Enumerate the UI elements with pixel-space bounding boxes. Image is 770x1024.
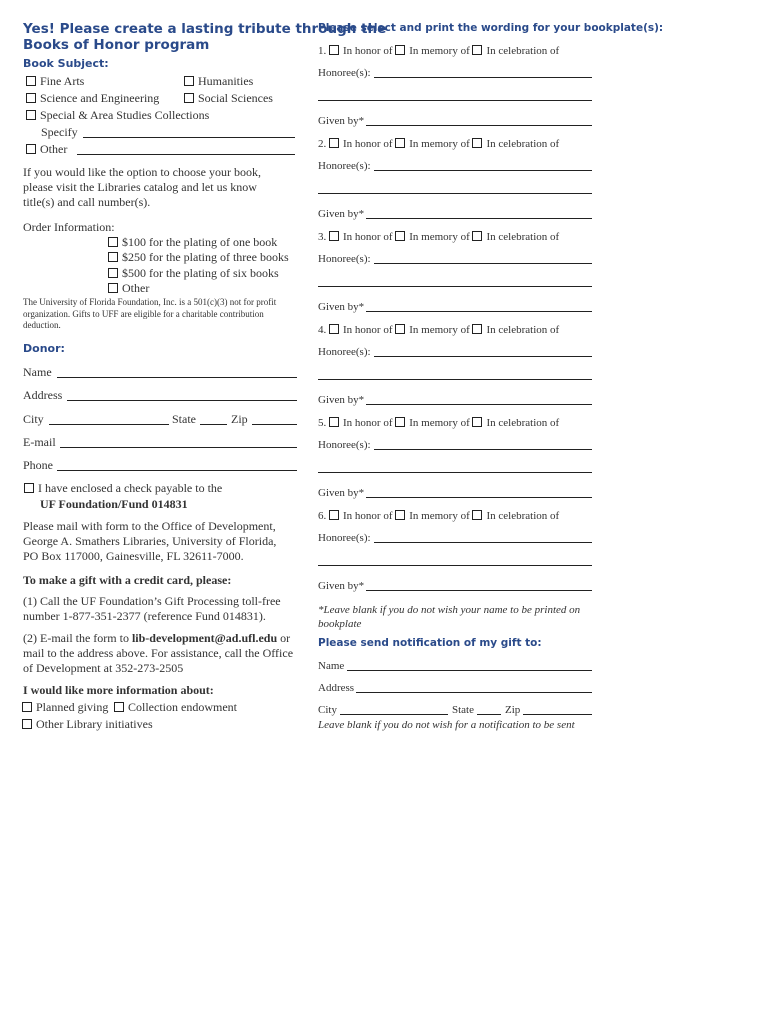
checkbox-icon[interactable] — [472, 417, 482, 427]
donor-phone-field[interactable] — [57, 470, 297, 471]
checkbox-icon[interactable] — [395, 138, 405, 148]
checkbox-icon[interactable] — [108, 268, 118, 278]
subject-special[interactable]: Special & Area Studies Collections — [26, 108, 209, 123]
option-in-memory[interactable]: In memory of — [395, 45, 469, 57]
checkbox-icon[interactable] — [395, 324, 405, 334]
checkbox-icon[interactable] — [472, 138, 482, 148]
bookplate-number: 4. — [318, 324, 327, 336]
donor-email-label: E-mail — [23, 435, 56, 449]
honorees-field[interactable] — [374, 170, 592, 171]
given-by-label: Given by* — [318, 208, 365, 220]
checkbox-icon[interactable] — [329, 45, 339, 55]
donor-zip-label: Zip — [231, 412, 248, 426]
honorees-field[interactable] — [374, 356, 592, 357]
option-in-celebration[interactable]: In celebration of — [472, 45, 559, 57]
checkbox-icon[interactable] — [472, 324, 482, 334]
honorees-label: Honoree(s): — [318, 439, 371, 451]
honorees-field-line2[interactable] — [318, 472, 592, 473]
check-enclosed-option[interactable]: I have enclosed a check payable to the — [24, 481, 222, 496]
bookplate-number: 2. — [318, 138, 327, 150]
order-option-500[interactable]: $500 for the plating of six books — [108, 266, 279, 281]
given-by-label: Given by* — [318, 301, 365, 313]
option-in-honor[interactable]: In honor of — [329, 45, 393, 57]
option-in-celebration[interactable]: In celebration of — [472, 324, 559, 336]
bookplate-number: 6. — [318, 510, 327, 522]
bookplate-options — [318, 44, 559, 58]
checkbox-icon[interactable] — [108, 252, 118, 262]
given-by-label: Given by* — [318, 394, 365, 406]
subject-science[interactable]: Science and Engineering — [26, 91, 159, 106]
mail-instructions: Please mail with form to the Office of Development, George A. Smathers Libraries, University of Florida, PO Box 117000, Gainesville, FL 32611-7000. — [23, 519, 277, 563]
checkbox-icon[interactable] — [472, 231, 482, 241]
bookplate-options — [318, 323, 559, 337]
bookplate-options — [318, 230, 559, 244]
given-by-label: Given by* — [318, 115, 365, 127]
blank-note: *Leave blank if you do not wish your name to be printed on bookplate — [318, 604, 581, 630]
bookplate-number: 5. — [318, 417, 327, 429]
checkbox-icon[interactable] — [329, 510, 339, 520]
honorees-field[interactable] — [374, 542, 592, 543]
info-other-initiatives[interactable]: Other Library initiatives — [22, 717, 153, 732]
order-option-250[interactable]: $250 for the plating of three books — [108, 250, 289, 265]
notify-state-field[interactable] — [477, 714, 501, 715]
option-in-celebration[interactable]: In celebration of — [472, 231, 559, 243]
checkbox-icon[interactable] — [329, 231, 339, 241]
option-in-celebration[interactable]: In celebration of — [472, 417, 559, 429]
subject-social[interactable]: Social Sciences — [184, 91, 273, 106]
given-by-field[interactable] — [366, 125, 592, 126]
option-in-honor[interactable]: In honor of — [329, 138, 393, 150]
checkbox-icon[interactable] — [22, 719, 32, 729]
donor-phone-label: Phone — [23, 458, 53, 472]
checkbox-icon[interactable] — [472, 510, 482, 520]
given-by-field[interactable] — [366, 404, 592, 405]
checkbox-icon[interactable] — [24, 483, 34, 493]
notify-city-field[interactable] — [340, 714, 448, 715]
honorees-label: Honoree(s): — [318, 160, 371, 172]
honorees-field[interactable] — [374, 77, 592, 78]
honorees-field-line2[interactable] — [318, 379, 592, 380]
order-option-other[interactable]: Other — [108, 281, 149, 296]
option-in-memory[interactable]: In memory of — [395, 231, 469, 243]
foundation-note: The University of Florida Foundation, Inc. is a 501(c)(3) not for profit organization. Gifts to UFF are eligible for a charitable contribution deduction. — [23, 297, 277, 330]
option-in-honor[interactable]: In honor of — [329, 510, 393, 522]
donor-city-field[interactable] — [49, 424, 169, 425]
honorees-field-line2[interactable] — [318, 100, 592, 101]
bookplate-heading: Please select and print the wording for your bookplate(s): — [318, 22, 664, 34]
option-in-honor[interactable]: In honor of — [329, 324, 393, 336]
honorees-field-line2[interactable] — [318, 565, 592, 566]
donor-email-field[interactable] — [60, 447, 297, 448]
donor-state-field[interactable] — [200, 424, 227, 425]
honorees-field[interactable] — [374, 449, 592, 450]
given-by-field[interactable] — [366, 311, 592, 312]
checkbox-icon[interactable] — [26, 144, 36, 154]
checkbox-icon[interactable] — [329, 417, 339, 427]
honorees-label: Honoree(s): — [318, 67, 371, 79]
honorees-label: Honoree(s): — [318, 253, 371, 265]
option-in-memory[interactable]: In memory of — [395, 324, 469, 336]
honorees-field[interactable] — [374, 263, 592, 264]
bookplate-options — [318, 416, 559, 430]
donor-city-label: City — [23, 412, 44, 426]
checkbox-icon[interactable] — [395, 510, 405, 520]
notify-zip-field[interactable] — [523, 714, 592, 715]
given-by-field[interactable] — [366, 218, 592, 219]
credit-option-2: (2) E-mail the form to lib-development@ad.ufl.edu or mail to the address above. For assistance, call the Office of Development at 352-273-2505 — [23, 631, 294, 675]
notify-note: Leave blank if you do not wish for a notification to be sent — [318, 719, 575, 731]
donor-state-label: State — [172, 412, 196, 426]
donor-name-label: Name — [23, 365, 52, 379]
option-in-memory[interactable]: In memory of — [395, 510, 469, 522]
donor-address-field[interactable] — [67, 400, 297, 401]
notify-zip-label: Zip — [505, 704, 521, 716]
more-info-heading: I would like more information about: — [23, 683, 214, 697]
specify-label: Specify — [41, 125, 78, 139]
checkbox-icon[interactable] — [22, 702, 32, 712]
info-planned-giving[interactable]: Planned giving — [22, 700, 108, 715]
checkbox-icon[interactable] — [26, 110, 36, 120]
checkbox-icon[interactable] — [329, 138, 339, 148]
checkbox-icon[interactable] — [395, 231, 405, 241]
notify-name-field[interactable] — [347, 670, 592, 671]
checkbox-icon[interactable] — [26, 93, 36, 103]
order-option-100[interactable]: $100 for the plating of one book — [108, 235, 277, 250]
honorees-field-line2[interactable] — [318, 286, 592, 287]
donor-heading: Donor: — [23, 342, 65, 355]
checkbox-icon[interactable] — [108, 283, 118, 293]
given-by-label: Given by* — [318, 580, 365, 592]
option-in-memory[interactable]: In memory of — [395, 138, 469, 150]
subject-fine-arts[interactable]: Fine Arts — [26, 74, 84, 89]
given-by-label: Given by* — [318, 487, 365, 499]
option-in-celebration[interactable]: In celebration of — [472, 138, 559, 150]
specify-field[interactable] — [83, 137, 295, 138]
choose-book-text: If you would like the option to choose your book, please visit the Libraries catalog and let us know title(s) and call number(s). — [23, 165, 261, 209]
notify-address-field[interactable] — [356, 692, 592, 693]
option-in-memory[interactable]: In memory of — [395, 417, 469, 429]
checkbox-icon[interactable] — [184, 76, 194, 86]
donor-address-label: Address — [23, 388, 63, 402]
email-link[interactable]: lib-development@ad.ufl.edu — [131, 631, 278, 645]
checkbox-icon[interactable] — [108, 237, 118, 247]
honorees-label: Honoree(s): — [318, 346, 371, 358]
notify-address-label: Address — [318, 682, 355, 694]
honorees-label: Honoree(s): — [318, 532, 371, 544]
book-subject-heading: Book Subject: — [23, 57, 109, 70]
checkbox-icon[interactable] — [329, 324, 339, 334]
checkbox-icon[interactable] — [395, 45, 405, 55]
notify-city-label: City — [318, 704, 337, 716]
notification-heading: Please send notification of my gift to: — [318, 637, 542, 649]
checkbox-icon[interactable] — [26, 76, 36, 86]
checkbox-icon[interactable] — [184, 93, 194, 103]
given-by-field[interactable] — [366, 590, 592, 591]
notify-name-label: Name — [318, 660, 345, 672]
bookplate-options — [318, 509, 559, 523]
notify-state-label: State — [452, 704, 474, 716]
checkbox-icon[interactable] — [472, 45, 482, 55]
other-subject-field[interactable] — [77, 154, 295, 155]
checkbox-icon[interactable] — [114, 702, 124, 712]
bookplate-number: 3. — [318, 231, 327, 243]
option-in-honor[interactable]: In honor of — [329, 231, 393, 243]
given-by-field[interactable] — [366, 497, 592, 498]
honorees-field-line2[interactable] — [318, 193, 592, 194]
credit-card-heading: To make a gift with a credit card, please: — [23, 573, 232, 587]
fund-name: UF Foundation/Fund 014831 — [40, 497, 188, 511]
subject-other[interactable]: Other — [26, 142, 67, 157]
donor-name-field[interactable] — [57, 377, 297, 378]
donor-zip-field[interactable] — [252, 424, 297, 425]
subject-humanities[interactable]: Humanities — [184, 74, 253, 89]
order-heading: Order Information: — [23, 220, 115, 234]
option-in-celebration[interactable]: In celebration of — [472, 510, 559, 522]
credit-option-1: (1) Call the UF Foundation’s Gift Processing toll-free number 1-877-351-2377 (reference Fund 014831). — [23, 594, 281, 623]
info-collection-endowment[interactable]: Collection endowment — [114, 700, 237, 715]
bookplate-options — [318, 137, 559, 151]
form-title: Yes! Please create a lasting tribute through the Books of Honor program — [23, 21, 387, 53]
option-in-honor[interactable]: In honor of — [329, 417, 393, 429]
bookplate-number: 1. — [318, 45, 327, 57]
checkbox-icon[interactable] — [395, 417, 405, 427]
